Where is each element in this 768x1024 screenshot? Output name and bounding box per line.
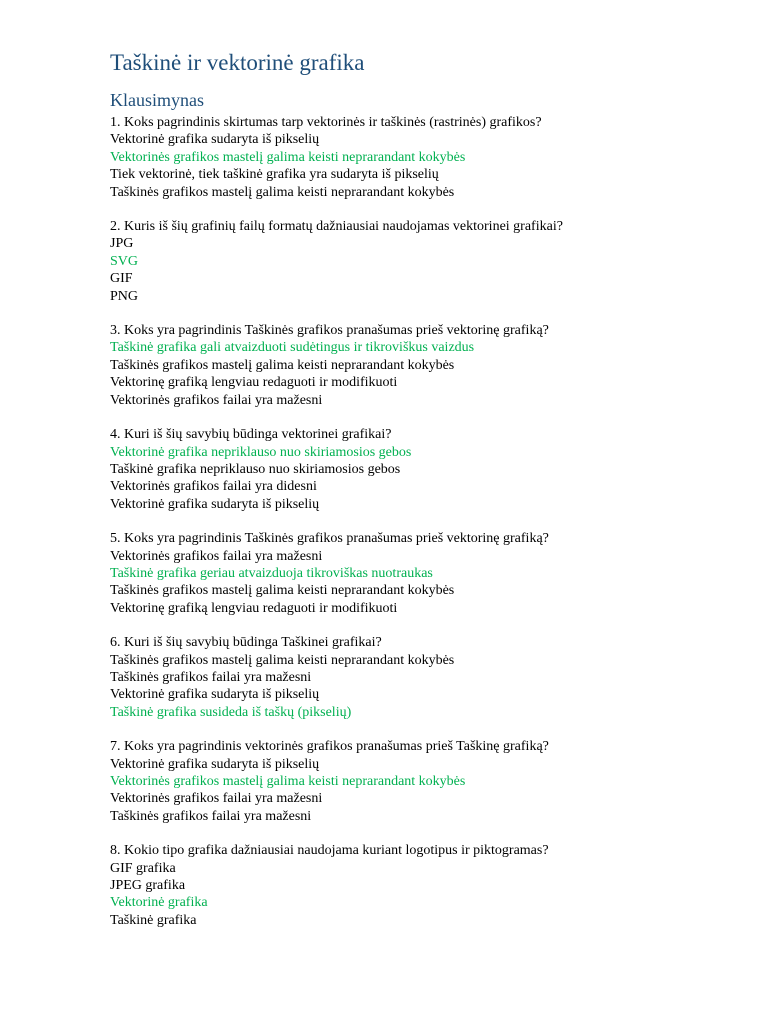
question-block xyxy=(110,322,730,409)
question-text: 1. Koks pagrindinis skirtumas tarp vektorinės ir taškinės (rastrinės) grafikos? xyxy=(110,115,542,130)
answer-option: Taškinės grafikos mastelį galima keisti neprarandant kokybės xyxy=(110,652,455,668)
question-text: 4. Kuri iš šių savybių būdinga vektorinei grafikai? xyxy=(110,427,392,443)
answer-option: GIF xyxy=(110,271,133,287)
answer-option: Vektorinės grafikos failai yra mažesni xyxy=(110,548,323,564)
question-block xyxy=(110,218,730,305)
answer-option: Vektorinės grafikos failai yra mažesni xyxy=(110,791,323,807)
question-block xyxy=(110,426,730,513)
correct-answer-option: Taškinė grafika gali atvaizduoti sudėtingus ir tikroviškus vaizdus xyxy=(110,340,475,356)
answer-option: Taškinės grafikos failai yra mažesni xyxy=(110,808,312,824)
question-text: 3. Koks yra pagrindinis Taškinės grafikos pranašumas prieš vektorinę grafiką? xyxy=(110,323,549,339)
document-title: Taškinė ir vektorinė grafika xyxy=(110,50,365,75)
question-text: 2. Kuris iš šių grafinių failų formatų dažniausiai naudojamas vektorinei grafikai? xyxy=(110,219,563,235)
answer-option: Vektorinę grafiką lengviau redaguoti ir modifikuoti xyxy=(110,600,398,616)
question-block xyxy=(110,738,730,825)
question-block xyxy=(110,530,730,617)
answer-option: Taškinė grafika nepriklauso nuo skiriamosios gebos xyxy=(110,461,401,477)
answer-option: JPG xyxy=(110,236,134,252)
answer-option: GIF grafika xyxy=(110,860,176,876)
answer-option: Vektorinė grafika sudaryta iš pikselių xyxy=(110,496,320,512)
question-text: 5. Koks yra pagrindinis Taškinės grafikos pranašumas prieš vektorinę grafiką? xyxy=(110,531,549,547)
correct-answer-option: Vektorinė grafika nepriklauso nuo skiriamosios gebos xyxy=(110,444,412,460)
question-text: 7. Koks yra pagrindinis vektorinės grafikos pranašumas prieš Taškinę grafiką? xyxy=(110,739,549,755)
answer-option: Taškinės grafikos mastelį galima keisti neprarandant kokybės xyxy=(110,184,455,200)
answer-option: Taškinė grafika xyxy=(110,912,197,928)
question-block xyxy=(110,634,730,721)
answer-option: Taškinės grafikos failai yra mažesni xyxy=(110,669,312,685)
correct-answer-option: Vektorinė grafika xyxy=(110,895,208,911)
section-heading: Klausimynas xyxy=(110,90,204,110)
answer-option: Taškinės grafikos mastelį galima keisti neprarandant kokybės xyxy=(110,583,455,599)
answer-option: Vektorinės grafikos failai yra didesni xyxy=(110,479,317,495)
correct-answer-option: Vektorinės grafikos mastelį galima keisti neprarandant kokybės xyxy=(110,774,466,789)
answer-option: Vektorinę grafiką lengviau redaguoti ir modifikuoti xyxy=(110,375,398,391)
document-page xyxy=(110,48,730,946)
question-text: 6. Kuri iš šių savybių būdinga Taškinei grafikai? xyxy=(110,635,382,651)
question-block xyxy=(110,114,730,201)
answer-option: Tiek vektorinė, tiek taškinė grafika yra sudaryta iš pikselių xyxy=(110,167,439,183)
correct-answer-option: Vektorinės grafikos mastelį galima keisti neprarandant kokybės xyxy=(110,149,466,165)
question-text: 8. Kokio tipo grafika dažniausiai naudojama kuriant logotipus ir piktogramas? xyxy=(110,843,549,859)
correct-answer-option: Taškinė grafika geriau atvaizduoja tikroviškas nuotraukas xyxy=(110,565,433,581)
answer-option: Vektorinės grafikos failai yra mažesni xyxy=(110,392,323,408)
question-block xyxy=(110,842,730,929)
answer-option: JPEG grafika xyxy=(110,878,186,894)
answer-option: Vektorinė grafika sudaryta iš pikselių xyxy=(110,132,320,148)
correct-answer-option: SVG xyxy=(110,253,139,269)
correct-answer-option: Taškinė grafika susideda iš taškų (pikselių) xyxy=(110,704,352,720)
answer-option: Vektorinė grafika sudaryta iš pikselių xyxy=(110,756,320,772)
answer-option: Vektorinė grafika sudaryta iš pikselių xyxy=(110,687,320,703)
answer-option: Taškinės grafikos mastelį galima keisti neprarandant kokybės xyxy=(110,357,455,373)
answer-option: PNG xyxy=(110,288,139,304)
question-list xyxy=(110,114,730,929)
